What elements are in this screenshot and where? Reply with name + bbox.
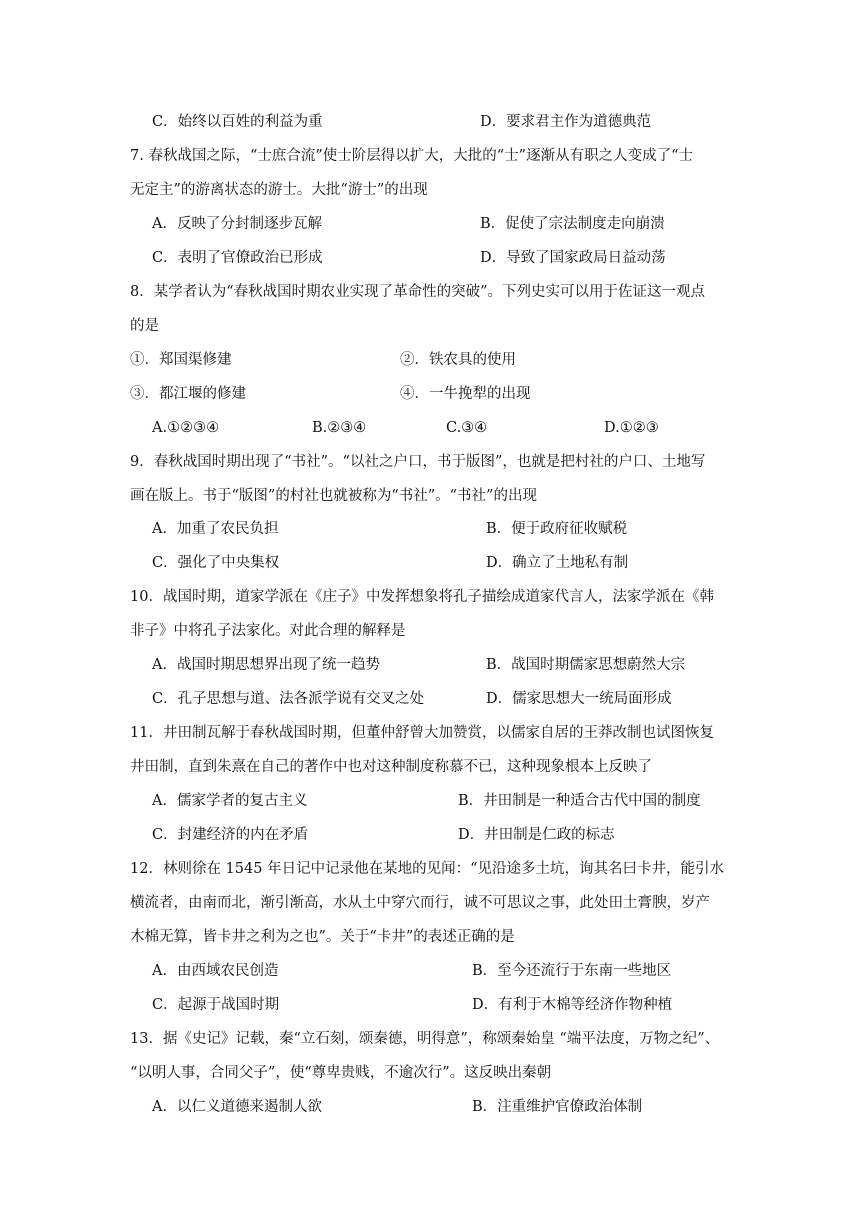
question-13-text: 13．据《史记》记载，秦“立石刻，颂秦德，明得意”，称颂秦始皇 “端平法度，万物之纪”、 <box>130 1031 720 1047</box>
option-a: A．由西域农民创造 <box>152 963 279 979</box>
option-a: A．以仁义道德来遏制人欲 <box>152 1099 322 1115</box>
question-11-text: 井田制，直到朱熹在自己的著作中也对这种制度称慕不已，这种现象根本上反映了 <box>130 759 652 775</box>
statement-3: ③．都江堰的修建 <box>130 386 246 402</box>
question-12-text: 横流者，由南而北，渐引渐高，水从土中穿穴而行，诚不可思议之事，此处田土膏腴，岁产 <box>130 895 710 911</box>
option-d: D．确立了土地私有制 <box>486 555 629 571</box>
question-13-text: “以明人事，合同父子”，使“尊卑贵贱，不逾次行”。这反映出秦朝 <box>130 1065 552 1081</box>
option-a: A．战国时期思想界出现了统一趋势 <box>152 657 380 673</box>
option-c: C．起源于战国时期 <box>152 997 280 1013</box>
option-c: C．孔子思想与道、法各派学说有交叉之处 <box>152 691 425 707</box>
option-b: B．便于政府征收赋税 <box>486 521 628 537</box>
question-12-text: 木棉无算，皆卡井之利为之也”。关于“卡井”的表述正确的是 <box>130 929 515 945</box>
option-d: D．儒家思想大一统局面形成 <box>486 691 672 707</box>
question-12-text: 12．林则徐在 1545 年日记中记录他在某地的见闻：“见沿途多土坑，询其名曰卡井，能引水 <box>130 861 724 877</box>
option-d: D．导致了国家政局日益动荡 <box>480 250 666 266</box>
option-a: A．儒家学者的复古主义 <box>152 793 308 809</box>
option-b: B．战国时期儒家思想蔚然大宗 <box>486 657 686 673</box>
statement-4: ④．一牛挽犁的出现 <box>400 386 531 402</box>
option-b: B．注重维护官僚政治体制 <box>472 1099 643 1115</box>
option-c: C．表明了官僚政治已形成 <box>152 250 323 266</box>
option-b: B.②③④ <box>312 420 367 436</box>
option-a: A．反映了分封制逐步瓦解 <box>152 216 322 232</box>
option-c: C．封建经济的内在矛盾 <box>152 827 309 843</box>
option-c: C．强化了中央集权 <box>152 555 280 571</box>
option-a: A．加重了农民负担 <box>152 521 279 537</box>
option-b: B．促使了宗法制度走向崩溃 <box>480 216 665 232</box>
option-b: B．至今还流行于东南一些地区 <box>472 963 672 979</box>
question-9-text: 9．春秋战国时期出现了“书社”。“以社之户口，书于版图”，也就是把村社的户口、土地写 <box>130 454 706 470</box>
question-7-text: 7. 春秋战国之际，“士庶合流”使士阶层得以扩大，大批的“士”逐渐从有职之人变成了“士 <box>130 148 694 164</box>
option-d: D．井田制是仁政的标志 <box>458 827 615 843</box>
question-10-text: 10．战国时期，道家学派在《庄子》中发挥想象将孔子描绘成道家代言人，法家学派在《韩 <box>130 589 714 605</box>
option-d: D．要求君主作为道德典范 <box>480 114 652 130</box>
question-8-text: 8．某学者认为“春秋战国时期农业实现了革命性的突破”。下列史实可以用于佐证这一观点 <box>130 284 706 300</box>
question-8-text: 的是 <box>130 318 159 334</box>
statement-2: ②．铁农具的使用 <box>400 352 516 368</box>
option-c: C.③④ <box>446 420 488 436</box>
option-a: A.①②③④ <box>152 420 220 436</box>
option-d: D．有利于木棉等经济作物种植 <box>472 997 673 1013</box>
option-c: C．始终以百姓的利益为重 <box>152 114 323 130</box>
option-b: B．井田制是一种适合古代中国的制度 <box>458 793 701 809</box>
question-11-text: 11．井田制瓦解于春秋战国时期，但董仲舒曾大加赞赏，以儒家自居的王莽改制也试图恢复 <box>130 725 714 741</box>
option-d: D.①②③ <box>604 420 659 436</box>
question-7-text: 无定主”的游离状态的游士。大批“游士”的出现 <box>130 182 428 198</box>
question-9-text: 画在版上。书于“版图”的村社也就被称为“书社”。“书社”的出现 <box>130 488 537 504</box>
statement-1: ①．郑国渠修建 <box>130 352 232 368</box>
question-10-text: 非子》中将孔子法家化。对此合理的解释是 <box>130 623 406 639</box>
